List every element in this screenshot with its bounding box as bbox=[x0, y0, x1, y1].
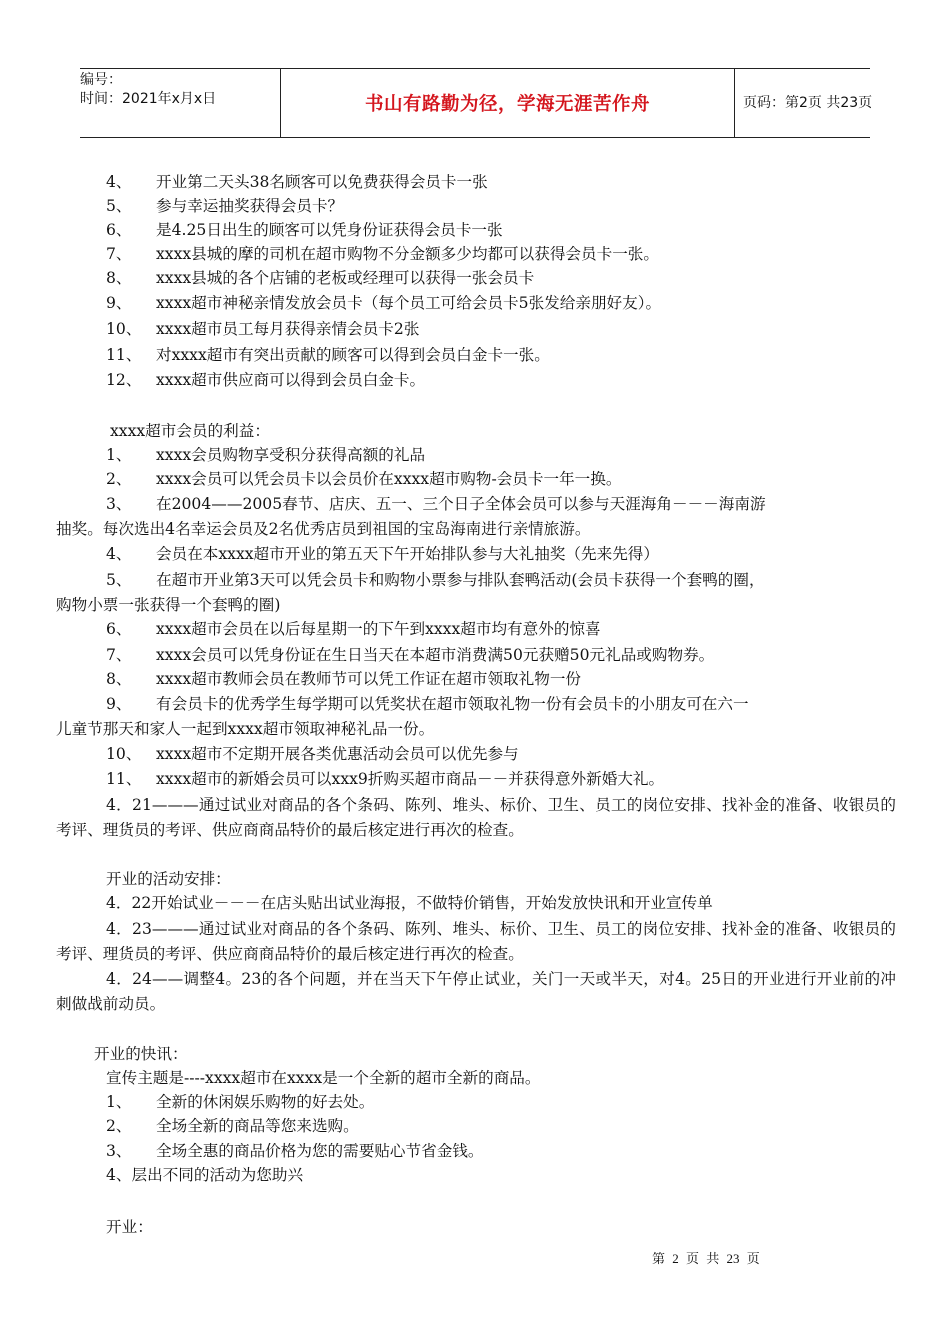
document-time: 时间：2021年x月x日 bbox=[80, 91, 217, 107]
list-item-continuation: 购物小票一张获得一个套鸭的圈) bbox=[56, 596, 281, 614]
paragraph-4-21: 4．21———通过试业对商品的各个条码、陈列、堆头、标价、卫生、员工的岗位安排、找补金的准备、收银员的考评、理货员的考评、供应商商品特价的最后核定进行再次的检查。 bbox=[56, 796, 896, 839]
list-item: 2、 全场全新的商品等您来选购。 bbox=[106, 1117, 359, 1135]
list-item: 5、 在超市开业第3天可以凭会员卡和购物小票参与排队套鸭活动(会员卡获得一个套鸭的圈， bbox=[106, 571, 765, 589]
paragraph-4-22: 4．22开始试业－－－在店头贴出试业海报，不做特价销售，开始发放快讯和开业宣传单 bbox=[106, 894, 713, 912]
list-item: 11、 对xxxx超市有突出贡献的顾客可以得到会员白金卡一张。 bbox=[106, 346, 550, 364]
list-item: 12、 xxxx超市供应商可以得到会员白金卡。 bbox=[106, 371, 426, 389]
list-item: 7、 xxxx县城的摩的司机在超市购物不分金额多少均都可以获得会员卡一张。 bbox=[106, 245, 659, 263]
page-header bbox=[80, 68, 873, 138]
header-page-info: 页码：第2页 共23页 bbox=[743, 95, 873, 111]
section-heading-opening: 开业： bbox=[106, 1218, 153, 1236]
list-item: 8、 xxxx超市教师会员在教师节可以凭工作证在超市领取礼物一份 bbox=[106, 670, 582, 688]
list-item: 9、 有会员卡的优秀学生每学期可以凭奖状在超市领取礼物一份有会员卡的小朋友可在六一 bbox=[106, 695, 749, 713]
list-item: 4、层出不同的活动为您助兴 bbox=[106, 1166, 304, 1184]
list-item: 10、 xxxx超市不定期开展各类优惠活动会员可以优先参与 bbox=[106, 745, 519, 763]
list-item: 4、 会员在本xxxx超市开业的第五天下午开始排队参与大礼抽奖（先来先得） bbox=[106, 545, 659, 563]
motto: 书山有路勤为径，学海无涯苦作舟 bbox=[364, 94, 650, 115]
section-heading-activities: 开业的活动安排： bbox=[106, 870, 231, 888]
list-item: 7、 xxxx会员可以凭身份证在生日当天在本超市消费满50元获赠50元礼品或购物券。 bbox=[106, 646, 715, 664]
header-info bbox=[80, 69, 280, 137]
document-code-label: 编号： bbox=[80, 72, 122, 88]
list-item-continuation: 抽奖。每次选出4名幸运会员及2名优秀店员到祖国的宝岛海南进行亲情旅游。 bbox=[56, 520, 591, 538]
list-item: 5、 参与幸运抽奖获得会员卡？ bbox=[106, 197, 344, 215]
list-item: 11、 xxxx超市的新婚会员可以xxx9折购买超市商品－－并获得意外新婚大礼。 bbox=[106, 770, 665, 788]
paragraph-4-23: 4．23———通过试业对商品的各个条码、陈列、堆头、标价、卫生、员工的岗位安排、找补金的准备、收银员的考评、理货员的考评、供应商商品特价的最后核定进行再次的检查。 bbox=[56, 920, 896, 963]
list-item: 10、 xxxx超市员工每月获得亲情会员卡2张 bbox=[106, 320, 420, 338]
list-item: 4、 开业第二天头38名顾客可以免费获得会员卡一张 bbox=[106, 173, 488, 191]
list-item: 3、 在2004——2005春节、店庆、五一、三个日子全体会员可以参与天涯海角－－－海南游 bbox=[106, 495, 766, 513]
list-item: 1、 xxxx会员购物享受积分获得高额的礼品 bbox=[106, 446, 426, 464]
list-item: 8、 xxxx县城的各个店铺的老板或经理可以获得一张会员卡 bbox=[106, 269, 535, 287]
list-item: 2、 xxxx会员可以凭会员卡以会员价在xxxx超市购物-会员卡一年一换。 bbox=[106, 470, 622, 488]
list-item: 3、 全场全惠的商品价格为您的需要贴心节省金钱。 bbox=[106, 1142, 484, 1160]
paragraph-4-24: 4．24——调整4。23的各个问题，并在当天下午停止试业，关门一天或半天，对4。25日的开业进行开业前的冲刺做战前动员。 bbox=[56, 970, 896, 1013]
list-item: 9、 xxxx超市神秘亲情发放会员卡（每个员工可给会员卡5张发给亲朋好友）。 bbox=[106, 294, 662, 312]
list-item: 1、 全新的休闲娱乐购物的好去处。 bbox=[106, 1093, 375, 1111]
section-heading-benefits: xxxx超市会员的利益： bbox=[110, 422, 270, 440]
header-motto-cell bbox=[280, 69, 735, 137]
news-theme: 宣传主题是----xxxx超市在xxxx是一个全新的超市全新的商品。 bbox=[106, 1069, 541, 1087]
list-item: 6、 是4.25日出生的顾客可以凭身份证获得会员卡一张 bbox=[106, 221, 503, 239]
list-item-continuation: 儿童节那天和家人一起到xxxx超市领取神秘礼品一份。 bbox=[56, 720, 435, 738]
list-item: 6、 xxxx超市会员在以后每星期一的下午到xxxx超市均有意外的惊喜 bbox=[106, 620, 601, 638]
section-heading-news: 开业的快讯： bbox=[94, 1045, 188, 1063]
page-footer: 第 2 页 共 23 页 bbox=[652, 1251, 760, 1266]
